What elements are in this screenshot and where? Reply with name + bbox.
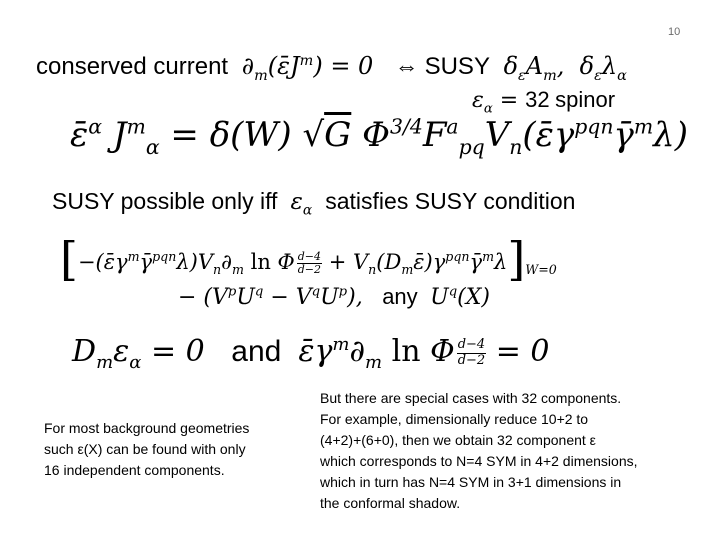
conserved-current-label: conserved current: [36, 53, 229, 80]
spinor-label: spinor: [555, 87, 616, 112]
left-note: [44, 418, 304, 481]
right-note-line: For example, dimensionally reduce 10+2 to: [320, 411, 589, 427]
right-note-line: which corresponds to N=4 SYM in 4+2 dimensions,: [320, 453, 638, 469]
spinor-line: [472, 87, 616, 117]
right-note-line: the conformal shadow.: [320, 495, 461, 511]
susy-condition-text-1: SUSY possible only iff: [52, 188, 278, 214]
left-note-line: such ε(X) can be found with only: [44, 441, 246, 457]
any-label: any: [382, 284, 418, 309]
antisymmetric-expression: − $(V^pU^q - V^qU^p)$,: [178, 284, 377, 310]
right-note-line: which in turn has N=4 SYM in 3+1 dimensions in: [320, 474, 622, 490]
killing-condition-line: [72, 334, 550, 373]
susy-label: SUSY: [424, 53, 490, 80]
susy-variations: $\delta_\varepsilon A_m$, $\delta_\varepsilon\lambda_\alpha$: [495, 52, 627, 84]
any-function: $U^q(X)$: [423, 284, 490, 310]
spinor-dimension: 32: [525, 87, 550, 112]
susy-condition-line: [52, 188, 576, 219]
current-equation: $\partial_m(\varepsilon̄J^m) = 0$: [234, 52, 389, 84]
left-note-line: For most background geometries: [44, 420, 250, 436]
epsilon-alpha: $\varepsilon_\alpha$ =: [472, 88, 526, 117]
right-note-line: But there are special cases with 32 components.: [320, 390, 622, 406]
left-note-line: 16 independent components.: [44, 462, 225, 478]
susy-condition-text-2: satisfies SUSY condition: [325, 188, 576, 214]
antisymmetric-line: [178, 284, 490, 310]
current-definition-equation: ε̄$^\alpha$ $J^m_\alpha = \delta(W)$ √G $\Phi^{3/4}F^a_{pq}V_n(\varepsilon̄\gamma^{pqn}\gammā^m\lambda)$: [70, 114, 688, 159]
epsilon-alpha-symbol: $\varepsilon_\alpha$: [283, 189, 313, 219]
right-note-line: (4+2)+(6+0), then we obtain 32 component ε: [320, 432, 596, 448]
log-condition-equation: $\varepsilon̄\gamma^m\partial_m$ ln Φ $\frac{d-4}{d-2}$ = 0: [288, 334, 550, 373]
covariant-epsilon-equation: $D_m\varepsilon_\alpha = 0$: [72, 334, 224, 373]
slide-number: 10: [668, 26, 681, 38]
right-note: [320, 388, 710, 514]
equivalence-arrow: ⇔: [394, 54, 419, 80]
susy-condition-equation: [$-(\varepsilon̄\gamma^m\gammā^{pqn}\lambda)V_n\partial_m$ ln Φ $\frac{d-4}{d-2}$ + $V_n(D_m\varepsilon̄)\gamma^{pqn}\gammā^m\lambda]_{W=0}$: [60, 232, 557, 286]
conserved-current-line: [36, 52, 627, 84]
and-label: and: [231, 335, 282, 368]
